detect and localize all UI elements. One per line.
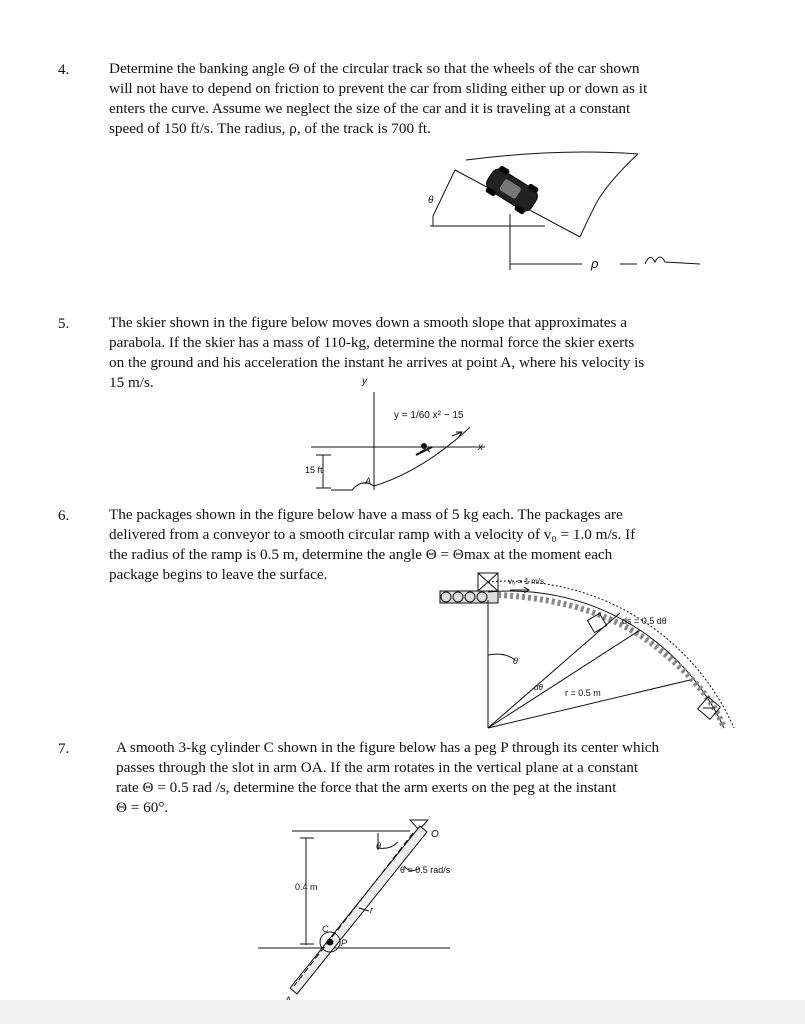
problem-4-number: 4. [58,62,70,78]
skier-point-a: A [365,476,372,486]
problem-6-line-3: the radius of the ramp is 0.5 m, determine the angle Θ = Θmax at the moment each [109,546,613,563]
problem-6-line-1: The packages shown in the figure below have a mass of 5 kg each. The packages are [109,506,623,523]
radius-squiggle [645,257,700,264]
arm-rate-label: θ̇ = 0.5 rad/s [400,865,451,875]
ramp-outer-arc [488,581,734,728]
theta-arc [378,842,398,848]
car-icon [482,164,542,217]
ramp-radius-2 [488,630,640,728]
problem-6-number: 6. [58,508,70,524]
banking-normal-line [433,170,455,216]
problem-7-line-1: A smooth 3-kg cylinder C shown in the figure below has a peg P through its center which [116,739,660,756]
skier-icon [416,444,432,456]
problem-5-line-1: The skier shown in the figure below moves down a smooth slope that approximates a [109,314,627,331]
slotted-arm [290,826,427,994]
skier-y-label: y [362,376,367,387]
parabola-equation: y = 1/60 x² − 15 [394,410,464,421]
arm-p-label: P [341,938,348,948]
problem-6-line-2: delivered from a conveyor to a smooth circular ramp with a velocity of v₀ = 1.0 m/s. If [109,526,636,543]
ramp-radius-label: r = 0.5 m [565,688,601,698]
track-curve [580,154,638,237]
problem-7-line-2: passes through the slot in arm OA. If the arm rotates in the vertical plane at a constant [116,759,639,776]
ramp-dtheta-label: dθ [534,683,543,692]
car-theta-label: θ [428,195,434,206]
ramp-radius-1 [488,613,620,728]
arm-figure [258,820,451,1005]
problem-6-line-4: package begins to leave the surface. [109,566,328,583]
arm-c-label: C [322,924,329,934]
ramp-velocity-label: v₀ = 1 m/s [508,577,544,586]
problem-5-line-2: parabola. If the skier has a mass of 110-kg, determine the normal force the skier exerts [109,334,635,351]
velocity-arrow [452,432,462,438]
problem-7-line-4: Θ = 60°. [116,799,169,816]
arm-height-label: 0.4 m [295,882,318,892]
skier-height-label: 15 ft [305,465,323,475]
problem-4-line-3: enters the curve. Assume we neglect the size of the car and it is traveling at a constant [109,100,631,117]
car-rho-label: ρ [591,256,599,271]
problem-5-number: 5. [58,316,70,332]
peg-p [327,939,333,945]
problem-4-line-1: Determine the banking angle Θ of the circular track so that the wheels of the car shown [109,60,640,77]
car-figure [428,152,700,271]
page-bottom-edge [0,1000,805,1024]
skier-x-label: x [478,442,483,453]
arm-theta-label: θ [376,841,381,851]
arm-r-label: r [370,905,373,915]
track-top-edge [466,152,638,160]
ramp-theta-label: θ [513,656,518,666]
problem-7-number: 7. [58,741,70,757]
ramp-figure [440,573,734,728]
problem-5-line-3: on the ground and his acceleration the instant he arrives at point A, where his velocity is [109,354,645,371]
theta-arc [488,654,515,660]
problem-4-line-4: speed of 150 ft/s. The radius, ρ, of the track is 700 ft. [109,120,431,137]
ramp-ds-label: ds = 0.5 dθ [622,616,667,626]
problem-5-line-4: 15 m/s. [109,374,154,391]
parabola-slope [331,427,470,490]
arm-o-label: O [431,829,439,840]
ramp-inner-arc [488,591,724,728]
problem-4-line-2: will not have to depend on friction to prevent the car from sliding either up or down as it [109,80,648,97]
skier-figure [305,376,485,490]
problem-7-line-3: rate Θ = 0.5 rad /s, determine the force that the arm exerts on the peg at the instant [116,779,617,796]
